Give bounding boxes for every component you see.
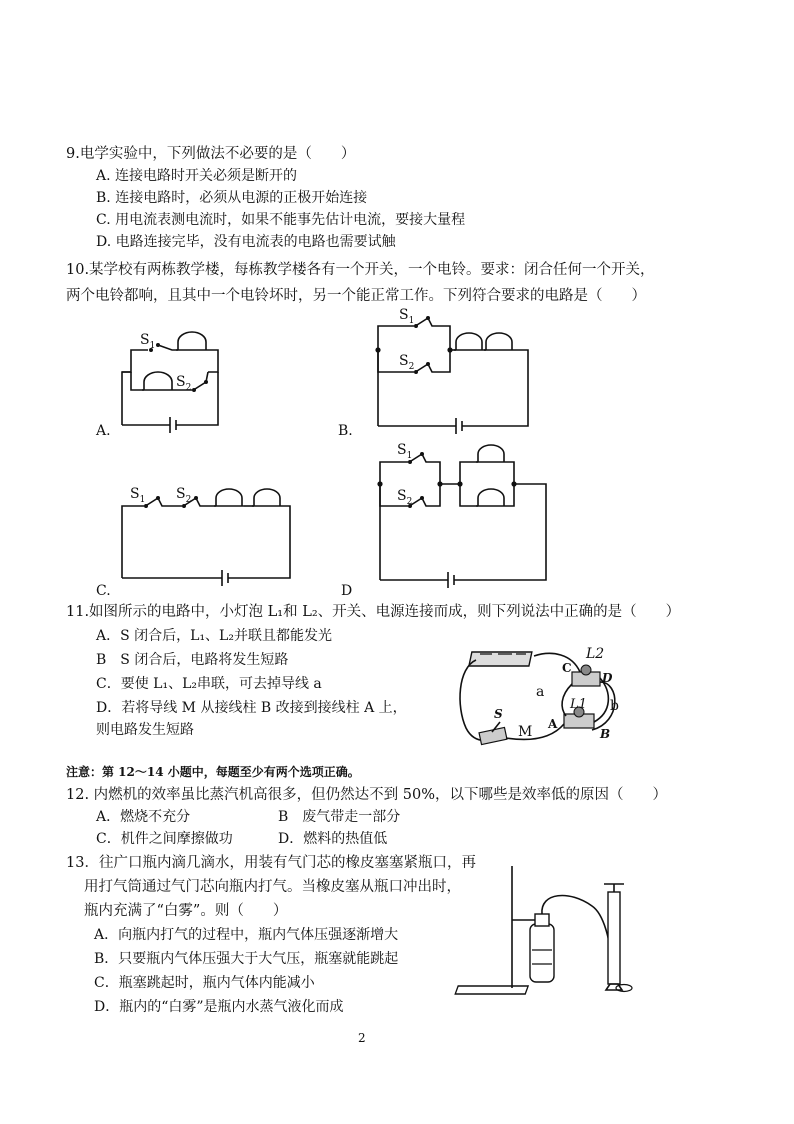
circuit-d-s2-label: $S_2$	[397, 488, 413, 507]
q11-l1-label: L1	[570, 697, 587, 712]
q11-m-label: M	[518, 724, 533, 740]
q12-stem: 12. 内燃机的效率虽比蒸汽机高很多，但仍然达不到 50%，以下哪些是效率低的原因（ ）	[66, 787, 668, 803]
q11-l2-label: L2	[586, 646, 605, 662]
circuit-d-diagram	[362, 442, 562, 582]
q11-option-d-cont: 则电路发生短路	[96, 722, 194, 738]
q9-option-d: D. 电路连接完毕，没有电流表的电路也需要试触	[96, 234, 396, 250]
q10-stem-line1: 10.某学校有两栋教学楼，每栋教学楼各有一个开关，一个电铃。要求：闭合任何一个开关，	[66, 262, 655, 278]
q13-option-b: B．只要瓶内气体压强大于大气压，瓶塞就能跳起	[94, 951, 399, 967]
circuit-a-label: A.	[96, 423, 111, 439]
circuit-b-diagram	[362, 308, 562, 428]
q11-option-d: D．若将导线 M 从接线柱 B 改接到接线柱 A 上，	[96, 700, 407, 716]
q10-stem-line2: 两个电铃都响，且其中一个电铃坏时，另一个能正常工作。下列符合要求的电路是（ ）	[66, 288, 646, 304]
q13-stem-line1: 13．往广口瓶内滴几滴水，用装有气门芯的橡皮塞塞紧瓶口，再	[66, 855, 476, 871]
q13-stem-line3: 瓶内充满了“白雾”。则（ ）	[84, 903, 288, 919]
q13-option-c: C．瓶塞跳起时，瓶内气体内能减小	[94, 975, 315, 991]
q11-stem: 11.如图所示的电路中，小灯泡 L₁和 L₂、开关、电源连接而成，则下列说法中正确的是（ ）	[66, 604, 681, 620]
q11-option-b: B S 闭合后，电路将发生短路	[96, 652, 289, 668]
q11-b-label: b	[610, 698, 619, 714]
q12-option-d: D．燃料的热值低	[278, 831, 388, 847]
q9-option-a: A. 连接电路时开关必须是断开的	[96, 168, 298, 184]
q11-b-terminal-label: B	[600, 727, 611, 741]
q9-option-b: B. 连接电路时，必须从电源的正极开始连接	[96, 190, 368, 206]
q9-option-c: C. 用电流表测电流时，如果不能事先估计电流，要接大量程	[96, 212, 466, 228]
q11-a-terminal-label: A	[548, 717, 558, 731]
q13-stem-line2: 用打气筒通过气门芯向瓶内打气。当橡皮塞从瓶口冲出时，	[84, 879, 461, 895]
circuit-c-diagram	[120, 486, 310, 586]
q9-stem: 9.电学实验中，下列做法不必要的是（ ）	[66, 146, 356, 162]
q12-option-b: B 废气带走一部分	[278, 809, 401, 825]
circuit-a-s1-label: $S_1$	[140, 332, 156, 351]
circuit-b-s2-label: $S_2$	[399, 353, 415, 372]
q11-s-label: S	[494, 707, 503, 721]
page-number: 2	[358, 1031, 366, 1045]
q12-option-a: A．燃烧不充分	[96, 809, 191, 825]
circuit-a-diagram	[96, 320, 236, 440]
q11-c-label: C	[562, 661, 572, 675]
q13-option-a: A．向瓶内打气的过程中，瓶内气体压强逐渐增大	[94, 927, 399, 943]
q12-option-c: C．机件之间摩擦做功	[96, 831, 233, 847]
q11-d-label: D	[602, 671, 613, 685]
circuit-d-s1-label: $S_1$	[397, 442, 413, 461]
circuit-c-s1-label: $S_1$	[130, 486, 146, 505]
q11-option-c: C．要使 L₁、L₂串联，可去掉导线 a	[96, 676, 322, 692]
circuit-a-s2-label: $S_2$	[176, 374, 192, 393]
circuit-c-s2-label: $S_2$	[176, 486, 192, 505]
q11-a-label: a	[536, 684, 545, 700]
circuit-c-label: C.	[96, 583, 111, 599]
q13-pump-bottle-figure	[500, 860, 670, 1010]
circuit-d-label: D	[341, 583, 353, 599]
q11-option-a: A．S 闭合后，L₁、L₂并联且都能发光	[96, 628, 332, 644]
circuit-b-label: B.	[338, 423, 353, 439]
multi-answer-note: 注意：第 12～14 小题中，每题至少有两个选项正确。	[66, 765, 360, 779]
q13-option-d: D．瓶内的“白雾”是瓶内水蒸气液化而成	[94, 999, 344, 1015]
circuit-b-s1-label: $S_1$	[399, 307, 415, 326]
q11-circuit-figure	[452, 642, 622, 752]
